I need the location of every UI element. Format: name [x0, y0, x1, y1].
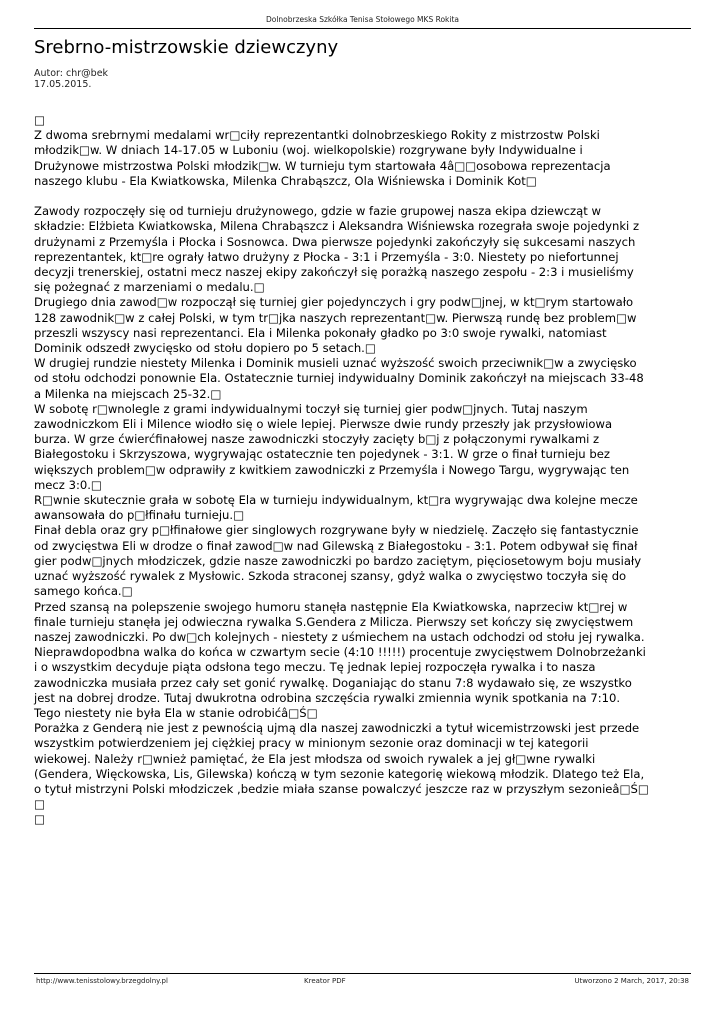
text-line: zawodniczka musiała przez cały set gonić rywalkę. Doganiając do stanu 7:8 wydawało się, ze wszystko: [34, 675, 632, 690]
text-line: a Milenka na miejscach 25-32.□: [34, 386, 222, 401]
text-line: Finał debla oraz gry p□łfinałowe gier singlowych rozgrywane były w niedzielę. Zaczęło się fantastycznie: [34, 523, 639, 538]
text-line: reprezentantek, kt□re ograły łatwo drużyny z Płocka - 3:1 i Przemyśla - 3:0. Niestety po niefortunnej: [34, 249, 619, 264]
text-line: Drużynowe mistrzostwa Polski młodzik□w. W turnieju tym startowała 4â□□osobowa reprezentacja: [34, 158, 611, 173]
text-line: finale turnieju stanęła jej odwieczna rywalka S.Gendera z Milicza. Pierwszy set kończy się zwycięstwem: [34, 614, 634, 629]
text-line: □: [34, 797, 45, 812]
text-line: Drugiego dnia zawod□w rozpoczął się turniej gier pojedynczych i gry podw□jnej, w kt□rym startowało: [34, 295, 634, 310]
article-paragraph: [34, 523, 694, 599]
text-line: 128 zawodnik□w z całej Polski, w tym tr□jka naszych reprezentant□w. Pierwszą rundę bez problem□w: [34, 310, 637, 325]
article-paragraph: [34, 721, 694, 797]
text-line: drużynami z Przemyśla i Płocka i Sosnowca. Dwa pierwsze pojedynki zakończyły się sukcesami naszych: [34, 234, 636, 249]
article-paragraph: [34, 189, 694, 204]
article-paragraph: [34, 128, 694, 189]
text-line: od zwycięstwa Eli w drodze o finał zawod□w nad Gilewską z Białegostoku - 3:1. Potem odbywał się finał: [34, 538, 638, 553]
article-paragraph: [34, 402, 694, 493]
article-paragraph: [34, 204, 694, 295]
text-line: □: [34, 113, 45, 127]
site-name: Dolnobrzeska Szkółka Tenisa Stołowego MKS Rokita: [265, 15, 460, 24]
text-line: W drugiej rundzie niestety Milenka i Dominik musieli uznać wyższość swoich przeciwnik□w a zwycięsko: [34, 356, 637, 371]
text-line: i o wszystkim decyduje piąta odsłona tego meczu. Tę jednak lepiej rozpoczęła rywalka i to nasza: [34, 660, 596, 675]
author-line: Autor: chr@bek: [34, 68, 109, 79]
text-line: wszystkim potwierdzeniem jej ciężkiej pracy w minionym sezonie oraz dominacji w tej kategorii: [34, 736, 589, 751]
text-line: Przed szansą na polepszenie swojego humoru stanęła następnie Ela Kwiatkowska, naprzeciw kt□rej w: [34, 599, 628, 614]
text-line: o tytuł mistrzyni Polski młodziczek ,bedzie miała szanse powalczyć jeszcze raz w przyszłym sezonieâ□Ś□: [34, 781, 649, 796]
article-paragraph: [34, 295, 694, 356]
text-line: samego końca.□: [34, 584, 133, 599]
text-line: awansowała do p□łfinału turnieju.□: [34, 508, 245, 523]
text-line: decyzji trenerskiej, ostatni mecz naszej ekipy zakończył się porażką naszego zespołu - 2:3 i musieliśmy: [34, 265, 634, 280]
page-header: [34, 14, 691, 29]
article-paragraph: [34, 113, 694, 128]
article-paragraph: [34, 493, 694, 523]
text-line: naszej zawodniczki. Po dw□ch kolejnych - niestety z uśmiechem na ustach odchodzi od stołu jej rywalka.: [34, 629, 645, 644]
text-line: większych problem□w odprawiły z kwitkiem zawodniczki z Przemyśla i Nowego Targu, wygrywając ten: [34, 462, 630, 477]
article-date: 17.05.2015.: [34, 79, 92, 90]
text-line: naszego klubu - Ela Kwiatkowska, Milenka Chrabąszcz, Ola Wiśniewska i Dominik Kot□: [34, 173, 537, 188]
text-line: jest na dobrej drodze. Tutaj dwukrotna odrobina szczęścia rywalki zmiennia wynik spotkania na 7:10.: [34, 690, 621, 705]
article-paragraph: [34, 812, 694, 827]
article-paragraph: [34, 797, 694, 812]
text-line: od stołu odchodzi ponownie Ela. Ostatecznie turniej indywidualny Dominik zakończył na miejscach 33-48: [34, 371, 644, 386]
text-line: Zawody rozpoczęły się od turnieju drużynowego, gdzie w fazie grupowej nasza ekipa dziewcząt w: [34, 204, 601, 219]
text-line: przeszli wszyscy nasi reprezentanci. Ela i Milenka pokonały gładko po 3:0 swoje rywalki, natomiast: [34, 325, 607, 340]
text-line: R□wnie skutecznie grała w sobotę Ela w turnieju indywidualnym, kt□ra wygrywając dwa kolejne mecze: [34, 493, 638, 508]
text-line: młodzik□w. W dniach 14-17.05 w Luboniu (woj. wielkopolskie) rozgrywane były Indywidualne i: [34, 143, 583, 158]
text-line: mecz 3:0.□: [34, 477, 102, 492]
text-line: zawodniczkom Eli i Milence wiodło się o wiele lepiej. Pierwsze dwie rundy przeszły jak przysłowiowa: [34, 417, 613, 432]
text-line: wiekowej. Należy r□wnież pamiętać, że Ela jest młodsza od swoich rywalek a jej gł□wne rywalki: [34, 751, 596, 766]
text-line: □: [34, 812, 45, 827]
text-line: Dominik odszedł zwycięsko od stołu dopiero po 5 setach.□: [34, 341, 376, 356]
article-meta: [34, 68, 108, 90]
text-line: Porażka z Genderą nie jest z pewnością ujmą dla naszej zawodniczki a tytuł wicemistrzowski jest przede: [34, 721, 640, 736]
text-line: składzie: Elżbieta Kwiatkowska, Milena Chrabąszcz i Aleksandra Wiśniewska rozegrała swoje pojedynki z: [34, 219, 640, 234]
text-line: (Gendera, Więckowska, Lis, Gilewska) kończą w tym sezonie kategorię wiekową młodzik. Dlatego też Ela,: [34, 766, 645, 781]
footer-generator: Kreator PDF: [304, 977, 346, 985]
text-line: uznać wyższość rywalek z Mysłowic. Szkoda straconej szansy, gdyż walka o zwycięstwo toczyła się do: [34, 569, 627, 584]
article-paragraph: [34, 356, 694, 402]
footer-created: Utworzono 2 March, 2017, 20:38: [574, 977, 689, 985]
text-line: burza. W grze ćwierćfinałowej nasze zawodniczki stoczyły zacięty b□j z połączonymi rywalkami z: [34, 432, 600, 447]
text-line: Nieprawdopodbna walka do końca w czwartym secie (4:10 !!!!!) procentuje zwycięstwem Dolnobrzeżanki: [34, 645, 646, 660]
text-line: [34, 189, 694, 204]
text-line: Z dwoma srebrnymi medalami wr□ciły reprezentantki dolnobrzeskiego Rokity z mistrzostw Polski: [34, 128, 600, 143]
article-body: [34, 113, 694, 828]
footer-url: http://www.tenisstolowy.brzegdolny.pl: [36, 977, 168, 985]
article-title: Srebrno-mistrzowskie dziewczyny: [34, 37, 339, 58]
page-footer: [34, 973, 691, 988]
text-line: Białegostoku i Skrzyszowa, wygrywając ostatecznie ten pojedynek - 3:1. W grze o finał turnieju bez: [34, 447, 610, 462]
text-line: gier podw□jnych młodziczek, gdzie nasze zawodniczki po bardzo zaciętym, pięciosetowym boju musiały: [34, 553, 642, 568]
text-line: Tego niestety nie była Ela w stanie odrobićâ□Ś□: [34, 705, 318, 720]
article-paragraph: [34, 600, 694, 722]
text-line: W sobotę r□wnolegle z grami indywidualnymi toczył się turniej gier podw□jnych. Tutaj naszym: [34, 401, 588, 416]
text-line: się pożegnać z marzeniami o medalu.□: [34, 280, 265, 295]
